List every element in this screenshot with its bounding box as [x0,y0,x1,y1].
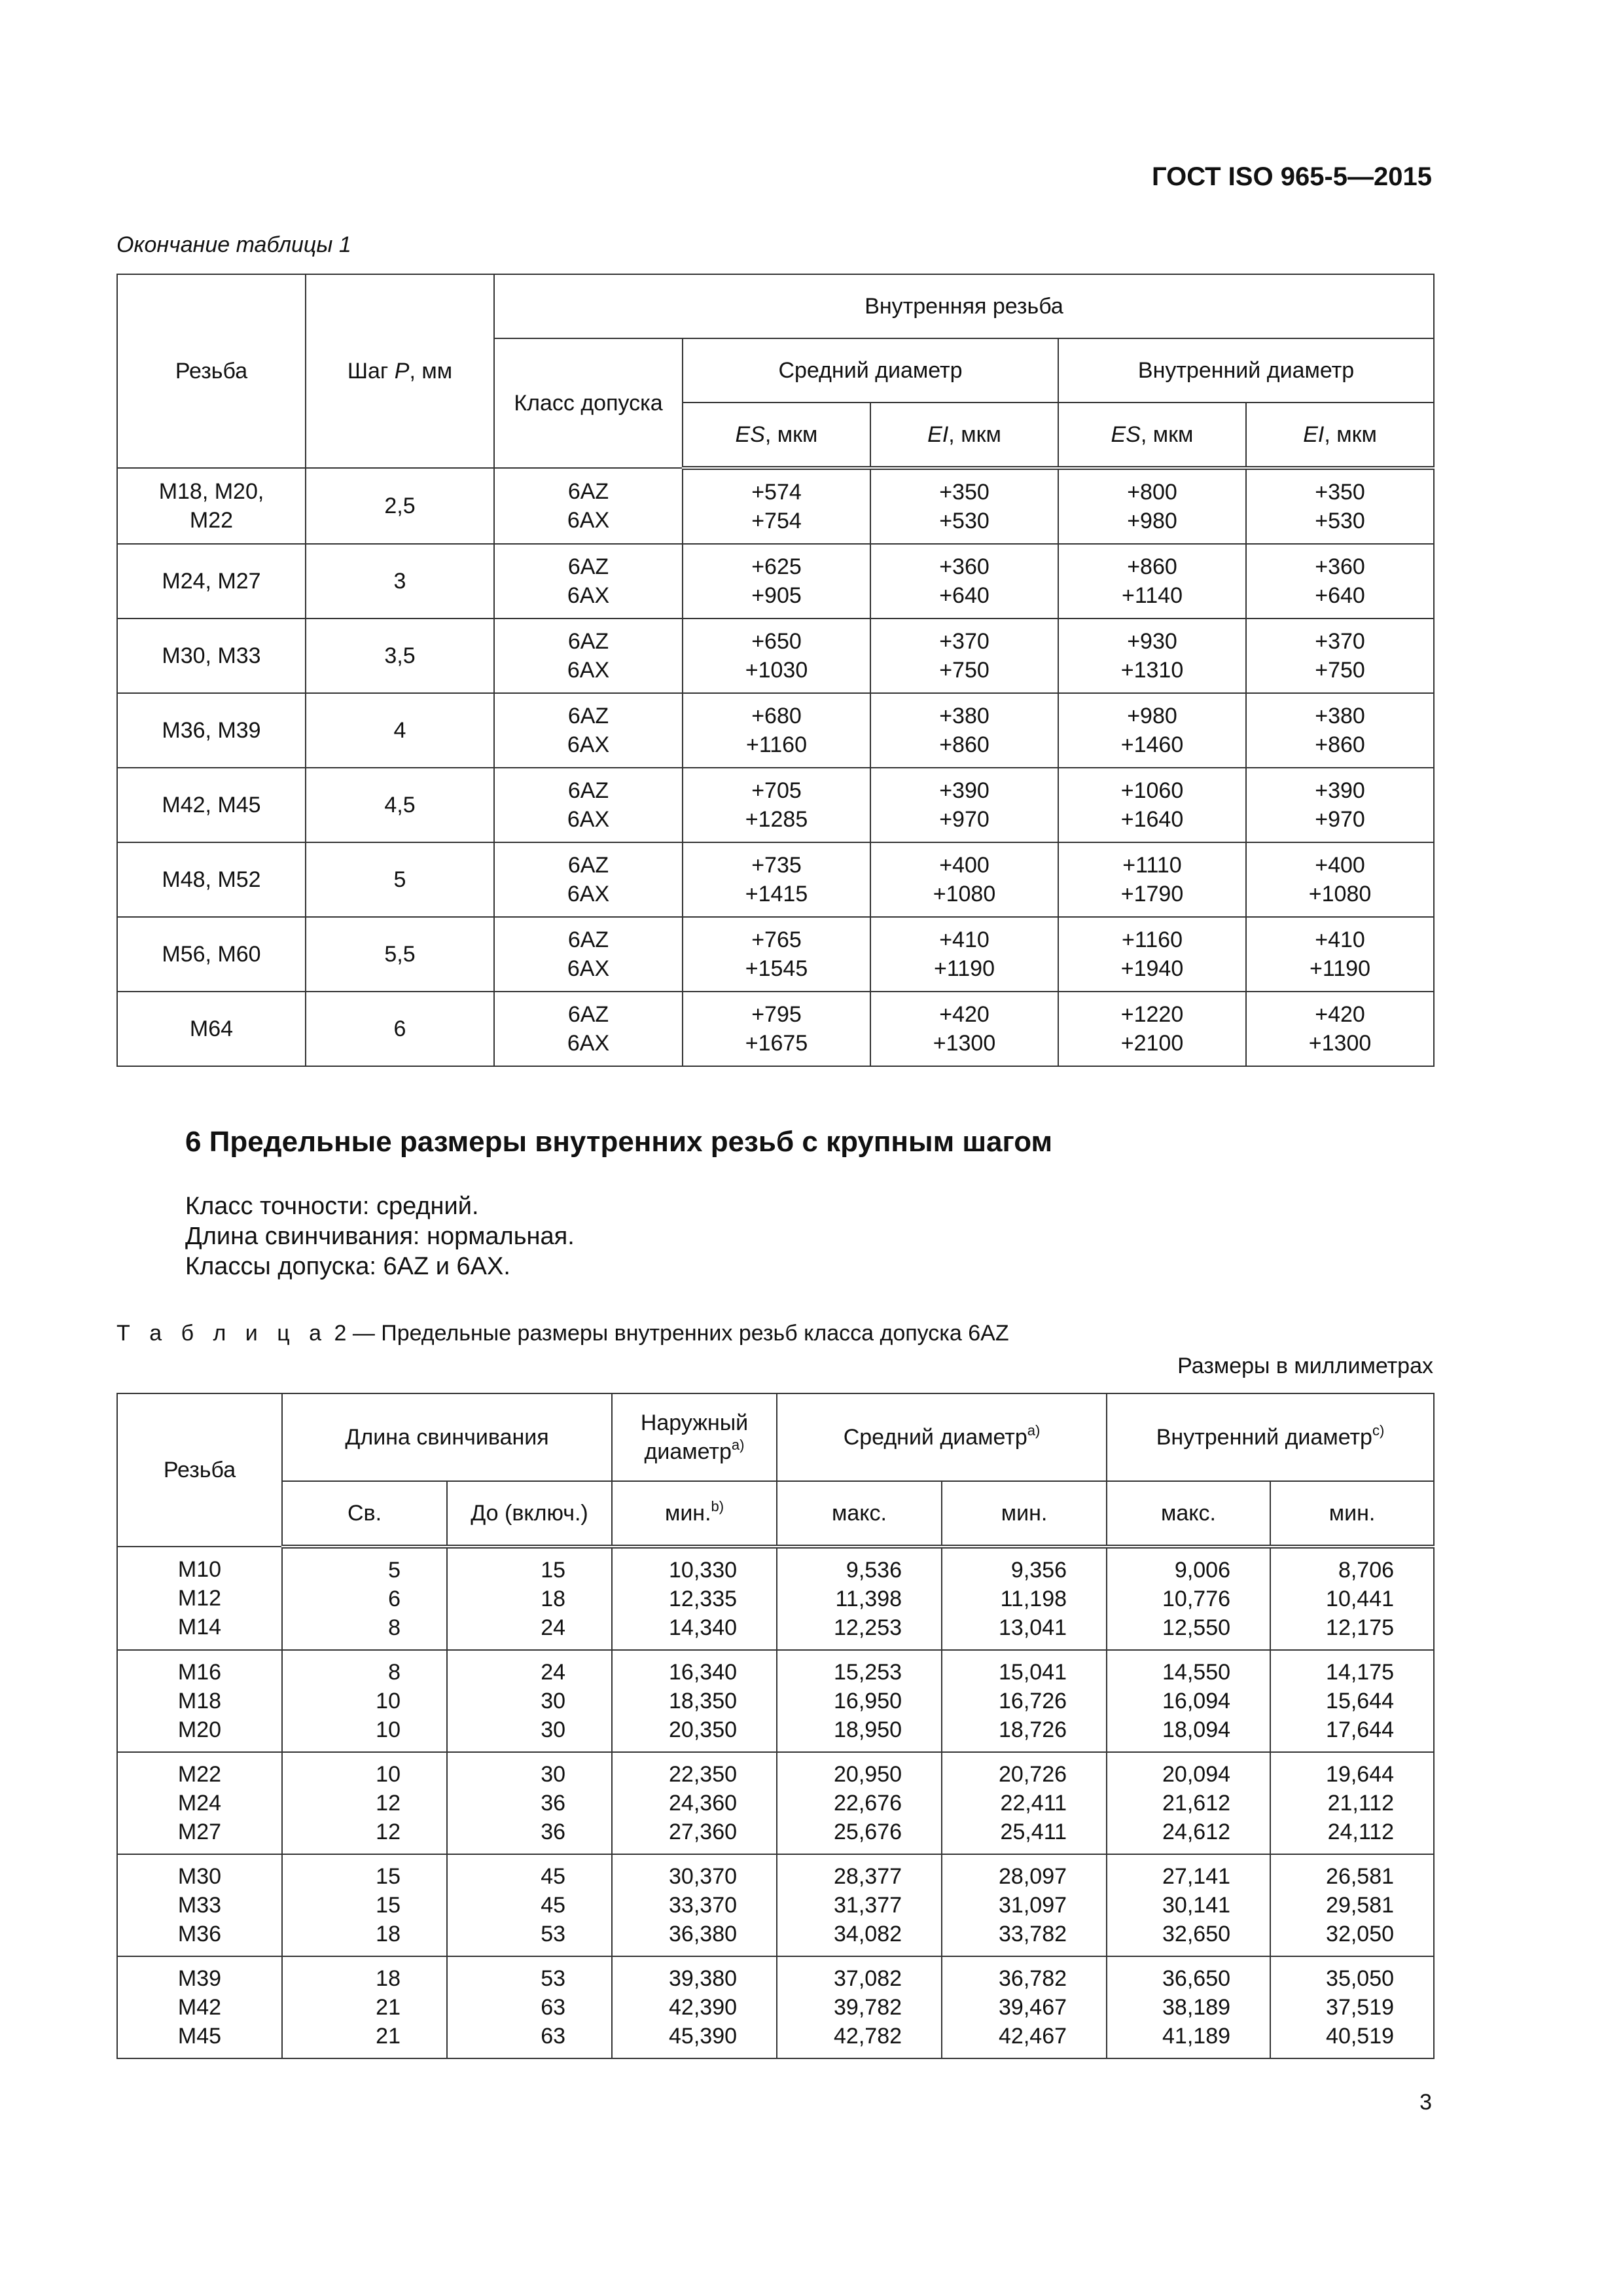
upto-cell: 24 30 30 [447,1650,612,1752]
md-min-cell: 35,050 37,519 40,519 [1270,1956,1434,2058]
table2-header-major-min: мин.$^{b)}$ [612,1481,777,1547]
pd-max-cell: 28,377 31,377 34,082 [777,1854,942,1956]
pd-ei-cell: +420 +1300 [870,992,1058,1066]
table2-header-pd-min: мин. [942,1481,1107,1547]
class-cell: 6AZ 6AX [494,768,683,842]
pd-max-cell: 20,950 22,676 25,676 [777,1752,942,1854]
pd-ei-cell: +400 +1080 [870,842,1058,917]
table2-row-group [117,1547,1434,1650]
class-cell: 6AZ 6AX [494,917,683,992]
table2-header-md-max: макс. [1107,1481,1270,1547]
major-min-cell: 22,350 24,360 27,360 [612,1752,777,1854]
section-6-title: 6 Предельные размеры внутренних резьб с крупным шагом [185,1126,1053,1158]
table1-header-md-es: ES, мкм [1058,403,1246,468]
thread-cell: M18, M20, M22 [117,468,306,544]
table1-header-md-ei: EI, мкм [1246,403,1434,468]
pitch-cell: 6 [306,992,494,1066]
md-ei-cell: +380 +860 [1246,693,1434,768]
md-ei-cell: +360 +640 [1246,544,1434,619]
class-cell: 6AZ 6AX [494,619,683,693]
pd-ei-cell: +380 +860 [870,693,1058,768]
table2-row-group [117,1752,1434,1854]
pd-max-cell: 15,253 16,950 18,950 [777,1650,942,1752]
table1-header-internal: Внутренняя резьба [494,274,1434,338]
upto-cell: 45 45 53 [447,1854,612,1956]
table1-row [117,768,1434,842]
table1 [116,274,1435,1067]
table1-row [117,693,1434,768]
pd-max-cell: 9,536 11,398 12,253 [777,1547,942,1650]
pitch-cell: 2,5 [306,468,494,544]
table1-header-pd-ei: EI, мкм [870,403,1058,468]
major-min-cell: 39,380 42,390 45,390 [612,1956,777,2058]
class-cell: 6AZ 6AX [494,544,683,619]
table1-header-pitch-diameter: Средний диаметр [683,338,1058,403]
upto-cell: 53 63 63 [447,1956,612,2058]
standard-header: ГОСТ ISO 965-5—2015 [1151,162,1432,191]
table2 [116,1393,1435,2059]
class-cell: 6AZ 6AX [494,468,683,544]
page-number: 3 [1419,2090,1432,2115]
md-es-cell: +1160 +1940 [1058,917,1246,992]
md-ei-cell: +400 +1080 [1246,842,1434,917]
section-6-params [185,1191,575,1282]
over-cell: 15 15 18 [282,1854,447,1956]
md-ei-cell: +390 +970 [1246,768,1434,842]
pitch-cell: 4 [306,693,494,768]
table2-header-minor-diameter: Внутренний диаметр$^{c)}$ [1107,1393,1434,1481]
major-min-cell: 10,330 12,335 14,340 [612,1547,777,1650]
pd-es-cell: +650 +1030 [683,619,870,693]
thread-cell: M16 M18 M20 [117,1650,282,1752]
pitch-cell: 3,5 [306,619,494,693]
md-max-cell: 14,550 16,094 18,094 [1107,1650,1270,1752]
md-es-cell: +860 +1140 [1058,544,1246,619]
pd-min-cell: 36,782 39,467 42,467 [942,1956,1107,2058]
over-cell: 8 10 10 [282,1650,447,1752]
pd-max-cell: 37,082 39,782 42,782 [777,1956,942,2058]
thread-cell: M10 M12 M14 [117,1547,282,1650]
md-min-cell: 26,581 29,581 32,050 [1270,1854,1434,1956]
pd-min-cell: 9,356 11,198 13,041 [942,1547,1107,1650]
over-cell: 10 12 12 [282,1752,447,1854]
pitch-label-2: , мм [409,359,453,384]
thread-cell: M36, M39 [117,693,306,768]
md-min-cell: 19,644 21,112 24,112 [1270,1752,1434,1854]
table2-header-over: Св. [282,1481,447,1547]
table2-row-group [117,1956,1434,2058]
md-max-cell: 9,006 10,776 12,550 [1107,1547,1270,1650]
pd-ei-cell: +350 +530 [870,468,1058,544]
md-es-cell: +1220 +2100 [1058,992,1246,1066]
table1-row [117,842,1434,917]
md-es-cell: +1110 +1790 [1058,842,1246,917]
md-ei-cell: +350 +530 [1246,468,1434,544]
thread-cell: M56, M60 [117,917,306,992]
table2-header-thread: Резьба [117,1393,282,1547]
major-min-cell: 30,370 33,370 36,380 [612,1854,777,1956]
pd-ei-cell: +370 +750 [870,619,1058,693]
pitch-label-p: P [394,359,410,384]
upto-cell: 30 36 36 [447,1752,612,1854]
over-cell: 5 6 8 [282,1547,447,1650]
md-max-cell: 36,650 38,189 41,189 [1107,1956,1270,2058]
thread-cell: M22 M24 M27 [117,1752,282,1854]
pd-es-cell: +625 +905 [683,544,870,619]
class-cell: 6AZ 6AX [494,842,683,917]
table2-header-upto: До (включ.) [447,1481,612,1547]
table2-caption-text: 2 — Предельные размеры внутренних резьб класса допуска 6AZ [328,1321,1009,1346]
table2-row-group [117,1650,1434,1752]
tolerance-classes-line: Классы допуска: 6AZ и 6AX. [185,1253,510,1280]
table1-row [117,468,1434,544]
major-min-cell: 16,340 18,350 20,350 [612,1650,777,1752]
table2-units: Размеры в миллиметрах [1177,1354,1433,1378]
engagement-length-line: Длина свинчивания: нормальная. [185,1223,575,1250]
thread-cell: M39 M42 M45 [117,1956,282,2058]
table2-header-engagement: Длина свинчивания [282,1393,612,1481]
pitch-label-1: Шаг [347,359,395,384]
pd-es-cell: +765 +1545 [683,917,870,992]
table2-header-md-min: мин. [1270,1481,1434,1547]
table2-caption [116,1321,1009,1346]
md-es-cell: +930 +1310 [1058,619,1246,693]
md-min-cell: 8,706 10,441 12,175 [1270,1547,1434,1650]
table2-header-pitch-diameter: Средний диаметр$^{a)}$ [777,1393,1107,1481]
thread-cell: M30, M33 [117,619,306,693]
md-max-cell: 20,094 21,612 24,612 [1107,1752,1270,1854]
md-max-cell: 27,141 30,141 32,650 [1107,1854,1270,1956]
table1-header-minor-diameter: Внутренний диаметр [1058,338,1434,403]
pd-es-cell: +735 +1415 [683,842,870,917]
accuracy-class-line: Класс точности: средний. [185,1193,479,1220]
pitch-cell: 3 [306,544,494,619]
table1-row [117,992,1434,1066]
pd-min-cell: 20,726 22,411 25,411 [942,1752,1107,1854]
md-ei-cell: +420 +1300 [1246,992,1434,1066]
table1-header-pd-es: ES, мкм [683,403,870,468]
pd-es-cell: +680 +1160 [683,693,870,768]
pd-es-cell: +705 +1285 [683,768,870,842]
pd-es-cell: +795 +1675 [683,992,870,1066]
pd-es-cell: +574 +754 [683,468,870,544]
class-cell: 6AZ 6AX [494,693,683,768]
md-min-cell: 14,175 15,644 17,644 [1270,1650,1434,1752]
md-es-cell: +1060 +1640 [1058,768,1246,842]
pd-min-cell: 28,097 31,097 33,782 [942,1854,1107,1956]
class-cell: 6AZ 6AX [494,992,683,1066]
table1-row [117,544,1434,619]
table1-caption: Окончание таблицы 1 [116,232,351,257]
pd-ei-cell: +390 +970 [870,768,1058,842]
pitch-cell: 5 [306,842,494,917]
thread-cell: M24, M27 [117,544,306,619]
pd-ei-cell: +360 +640 [870,544,1058,619]
table2-header-pd-max: макс. [777,1481,942,1547]
md-ei-cell: +410 +1190 [1246,917,1434,992]
table1-header-pitch [306,274,494,468]
thread-cell: M30 M33 M36 [117,1854,282,1956]
table1-row [117,619,1434,693]
table1-header-tolerance-class: Класс допуска [494,338,683,468]
thread-cell: M48, M52 [117,842,306,917]
table2-row-group [117,1854,1434,1956]
table2-caption-label: Т а б л и ц а [116,1321,329,1346]
thread-cell: M64 [117,992,306,1066]
pitch-cell: 5,5 [306,917,494,992]
md-ei-cell: +370 +750 [1246,619,1434,693]
table1-row [117,917,1434,992]
md-es-cell: +800 +980 [1058,468,1246,544]
table1-header-thread: Резьба [117,274,306,468]
over-cell: 18 21 21 [282,1956,447,2058]
upto-cell: 15 18 24 [447,1547,612,1650]
pd-ei-cell: +410 +1190 [870,917,1058,992]
thread-cell: M42, M45 [117,768,306,842]
pd-min-cell: 15,041 16,726 18,726 [942,1650,1107,1752]
pitch-cell: 4,5 [306,768,494,842]
table2-header-major: Наружный диаметр$^{a)}$ [612,1393,777,1481]
md-es-cell: +980 +1460 [1058,693,1246,768]
